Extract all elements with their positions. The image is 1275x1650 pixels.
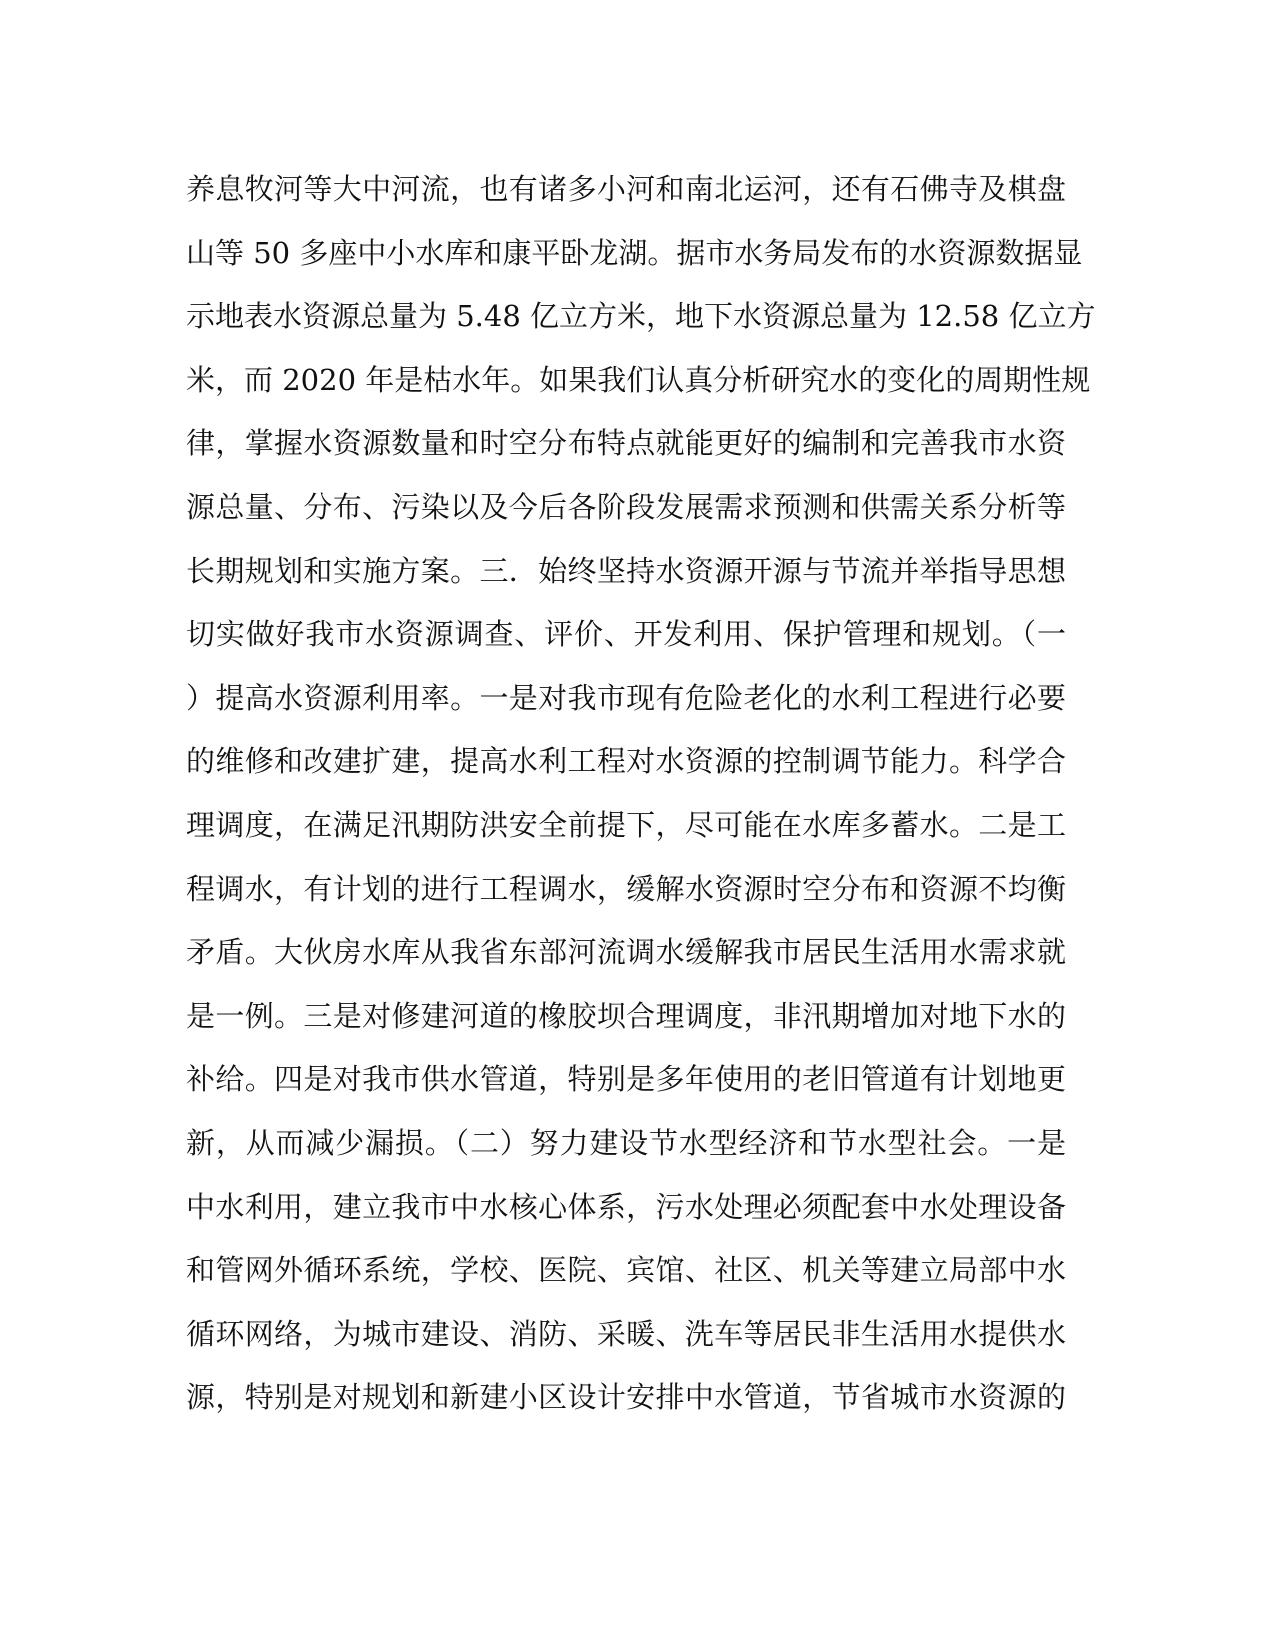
text-line: 示地表水资源总量为 5.48 亿立方米，地下水资源总量为 12.58 亿立方 [186,299,1096,334]
text-line: 补给。四是对我市供水管道，特别是多年使用的老旧管道有计划地更 [186,1062,1066,1097]
text-line: 程调水，有计划的进行工程调水，缓解水资源时空分布和资源不均衡 [186,871,1066,906]
text-line: 源总量、分布、污染以及今后各阶段发展需求预测和供需关系分析等 [186,489,1066,524]
text-line: 理调度，在满足汛期防洪安全前提下，尽可能在水库多蓄水。二是工 [186,807,1066,842]
body-text [186,158,1096,1430]
text-line: 循环网络，为城市建设、消防、采暖、洗车等居民非生活用水提供水 [186,1316,1066,1351]
text-line: 新，从而减少漏损。（二）努力建设节水型经济和节水型社会。一是 [186,1125,1066,1160]
text-line: 和管网外循环系统，学校、医院、宾馆、社区、机关等建立局部中水 [186,1253,1066,1288]
text-line: 是一例。三是对修建河道的橡胶坝合理调度，非汛期增加对地下水的 [186,998,1066,1033]
text-line: 长期规划和实施方案。三．始终坚持水资源开源与节流并举指导思想 [186,553,1066,588]
text-line: ）提高水资源利用率。一是对我市现有危险老化的水利工程进行必要 [186,680,1066,715]
text-line: 的维修和改建扩建，提高水利工程对水资源的控制调节能力。科学合 [186,744,1066,779]
text-line: 养息牧河等大中河流，也有诸多小河和南北运河，还有石佛寺及棋盘 [186,172,1066,206]
text-line: 山等 50 多座中小水库和康平卧龙湖。据市水务局发布的水资源数据显 [186,235,1083,270]
text-line: 切实做好我市水资源调查、评价、开发利用、保护管理和规划。（一 [186,617,1066,652]
text-line: 律，掌握水资源数量和时空分布特点就能更好的编制和完善我市水资 [186,426,1066,461]
text-line: 中水利用，建立我市中水核心体系，污水处理必须配套中水处理设备 [186,1189,1066,1224]
text-line: 米，而 2020 年是枯水年。如果我们认真分析研究水的变化的周期性规 [186,362,1091,397]
text-line: 矛盾。大伙房水库从我省东部河流调水缓解我市居民生活用水需求就 [186,935,1066,970]
text-line: 源，特别是对规划和新建小区设计安排中水管道，节省城市水资源的 [186,1380,1066,1415]
